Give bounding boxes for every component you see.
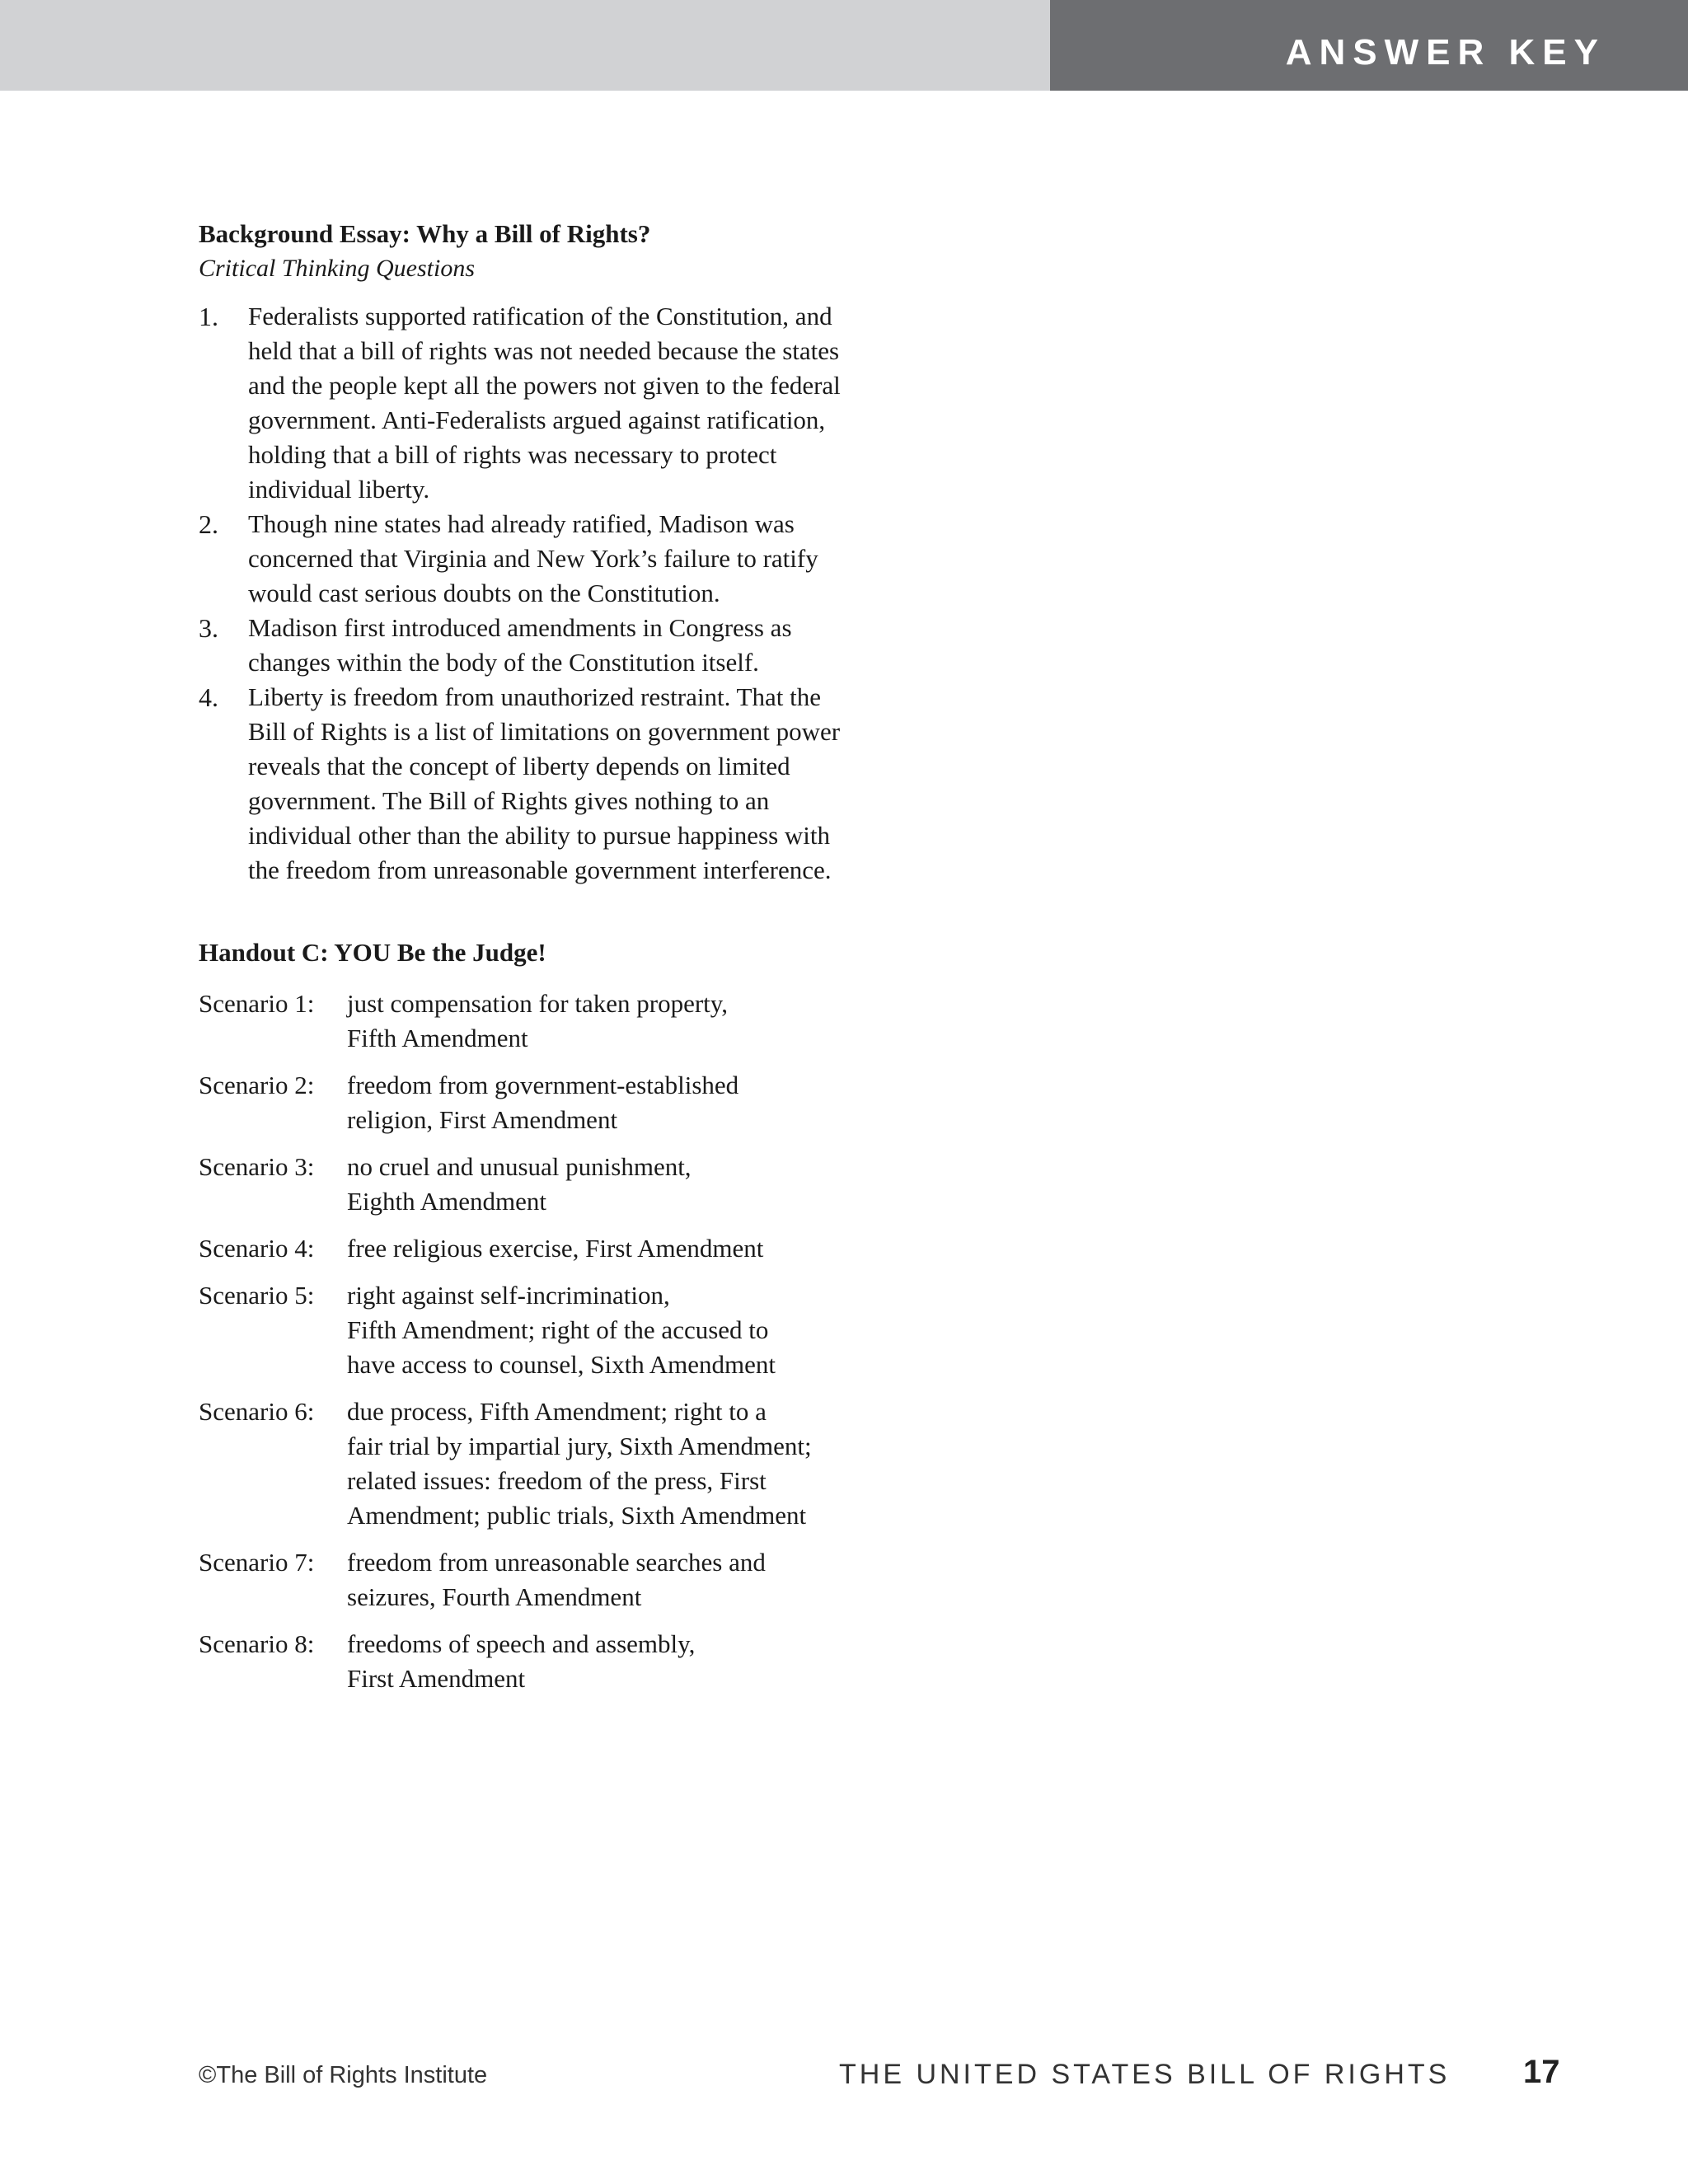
scenario-row bbox=[199, 1394, 842, 1533]
scenario-answer-line: right against self-incrimination, bbox=[347, 1281, 670, 1310]
scenario-label: Scenario 4: bbox=[199, 1234, 315, 1263]
scenario-answer-line: free religious exercise, First Amendment bbox=[347, 1234, 764, 1263]
scenario-answer-line: have access to counsel, Sixth Amendment bbox=[347, 1350, 776, 1379]
publication-title: THE UNITED STATES BILL OF RIGHTS bbox=[839, 2059, 1451, 2090]
scenario-answer-line: no cruel and unusual punishment, bbox=[347, 1152, 692, 1181]
scenario-answer-line: freedom from unreasonable searches and bbox=[347, 1548, 766, 1577]
answer-text: Madison first introduced amendments in Congress as changes within the body of the Constitution itself. bbox=[248, 613, 792, 677]
scenario-answer bbox=[347, 1231, 842, 1266]
scenario-answer bbox=[347, 1150, 842, 1219]
main-content bbox=[199, 217, 842, 1708]
scenario-label: Scenario 1: bbox=[199, 989, 315, 1018]
scenario-row bbox=[199, 1150, 842, 1219]
answer-number: 2. bbox=[199, 509, 218, 539]
answer-item bbox=[199, 299, 842, 507]
scenario-label: Scenario 3: bbox=[199, 1152, 315, 1181]
scenario-row bbox=[199, 1231, 842, 1266]
scenario-answer bbox=[347, 1394, 842, 1533]
answer-key-label: ANSWER KEY bbox=[1285, 32, 1606, 73]
background-essay-title: Background Essay: Why a Bill of Rights? bbox=[199, 219, 651, 248]
scenario-answer-line: freedom from government-established bbox=[347, 1071, 739, 1099]
header-band bbox=[0, 0, 1050, 91]
background-essay-section bbox=[199, 217, 842, 888]
scenario-answer-line: related issues: freedom of the press, First bbox=[347, 1466, 767, 1495]
scenario-answer-line: Fifth Amendment bbox=[347, 1024, 528, 1052]
handout-c-section bbox=[199, 935, 842, 1696]
scenario-row bbox=[199, 1627, 842, 1696]
scenario-answer-line: Eighth Amendment bbox=[347, 1187, 546, 1216]
scenario-answer-line: religion, First Amendment bbox=[347, 1105, 618, 1134]
scenario-answer-line: just compensation for taken property, bbox=[347, 989, 729, 1018]
answer-text: Liberty is freedom from unauthorized restraint. That the Bill of Rights is a list of limitations on government power reveals that the concept of liberty depends on limited government. The Bill of Rights gives nothing to an individual other than the ability to pursue happiness with the freedom from unreasonable government interference. bbox=[248, 682, 841, 884]
scenario-answer bbox=[347, 1278, 842, 1382]
scenario-label: Scenario 6: bbox=[199, 1397, 315, 1426]
copyright-notice: ©The Bill of Rights Institute bbox=[199, 2062, 488, 2088]
scenario-row bbox=[199, 987, 842, 1056]
page-number: 17 bbox=[1523, 2054, 1560, 2090]
critical-thinking-answers bbox=[199, 299, 842, 888]
answer-item bbox=[199, 680, 842, 888]
background-essay-subtitle: Critical Thinking Questions bbox=[199, 255, 476, 282]
answer-number: 1. bbox=[199, 302, 218, 331]
scenario-label: Scenario 7: bbox=[199, 1548, 315, 1577]
answer-item bbox=[199, 611, 842, 680]
answer-key-banner bbox=[1050, 0, 1688, 91]
scenario-row bbox=[199, 1545, 842, 1615]
scenario-answer-line: freedoms of speech and assembly, bbox=[347, 1629, 696, 1658]
scenario-answer-line: seizures, Fourth Amendment bbox=[347, 1582, 642, 1611]
scenario-label: Scenario 8: bbox=[199, 1629, 315, 1658]
scenario-row bbox=[199, 1068, 842, 1137]
scenario-list bbox=[199, 987, 842, 1696]
answer-text: Though nine states had already ratified, Madison was concerned that Virginia and New York’s failure to ratify would cast serious doubts on the Constitution. bbox=[248, 509, 818, 607]
scenario-answer-line: fair trial by impartial jury, Sixth Amendment; bbox=[347, 1432, 812, 1460]
scenario-answer-line: due process, Fifth Amendment; right to a bbox=[347, 1397, 767, 1426]
scenario-label: Scenario 2: bbox=[199, 1071, 315, 1099]
answer-number: 4. bbox=[199, 682, 218, 712]
scenario-row bbox=[199, 1278, 842, 1382]
answer-item bbox=[199, 507, 842, 611]
scenario-label: Scenario 5: bbox=[199, 1281, 315, 1310]
scenario-answer bbox=[347, 1068, 842, 1137]
answer-text: Federalists supported ratification of the Constitution, and held that a bill of rights was not needed because the states and the people kept all the powers not given to the federal government. Anti-Federalists argued against ratification, holding that a bill of rights was necessary to protect individual liberty. bbox=[248, 302, 841, 504]
handout-c-title: Handout C: YOU Be the Judge! bbox=[199, 938, 546, 967]
scenario-answer-line: Fifth Amendment; right of the accused to bbox=[347, 1315, 769, 1344]
scenario-answer bbox=[347, 1545, 842, 1615]
scenario-answer-line: First Amendment bbox=[347, 1664, 526, 1693]
answer-number: 3. bbox=[199, 613, 218, 643]
scenario-answer bbox=[347, 987, 842, 1056]
scenario-answer-line: Amendment; public trials, Sixth Amendment bbox=[347, 1501, 807, 1530]
scenario-answer bbox=[347, 1627, 842, 1696]
